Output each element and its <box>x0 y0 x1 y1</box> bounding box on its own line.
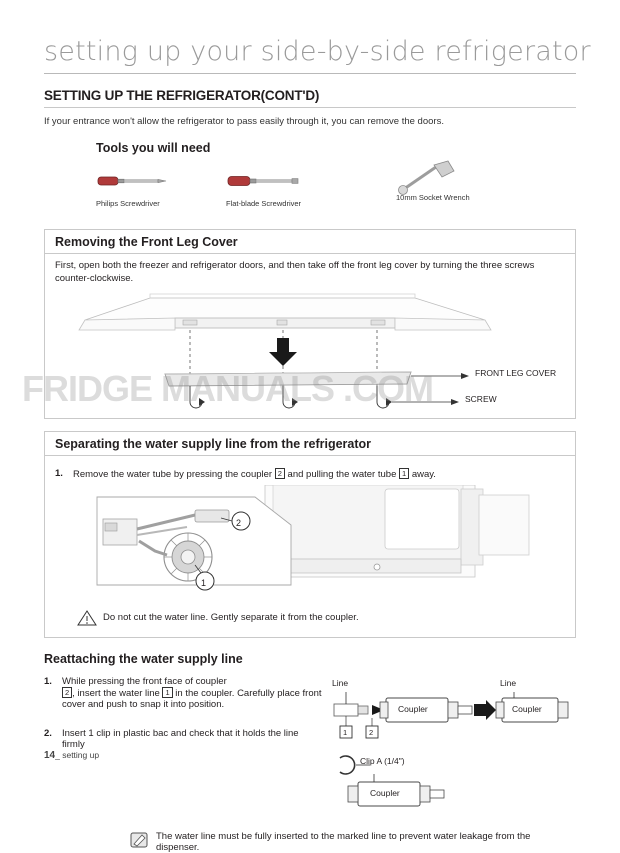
front-leg-cover-text: First, open both the freezer and refrigerator doors, and then take off the front leg cover by turning the three screws counter-clockwise. <box>55 260 535 284</box>
pencil-note-icon <box>130 831 150 852</box>
note-icon-svg <box>130 831 150 849</box>
separating-step-1 <box>55 468 565 482</box>
step-number: 1. <box>44 676 52 688</box>
label-screw: SCREW <box>465 393 497 404</box>
step-text-c: away. <box>411 468 436 480</box>
reattaching-section <box>44 652 576 853</box>
step-text-b: , insert the water line <box>72 688 160 700</box>
tool-caption: 10mm Socket Wrench <box>396 193 470 202</box>
note-row <box>130 831 576 853</box>
page-footer <box>44 750 99 761</box>
step-text-b: and pulling the water tube <box>287 468 397 480</box>
fig-badge-1: 1 <box>343 728 348 738</box>
step-text-a: While pressing the front face of coupler <box>62 676 227 688</box>
separating-diagram <box>55 485 565 605</box>
front-leg-cover-body <box>45 254 575 418</box>
callout-2: 2 <box>236 518 242 529</box>
label-line-left: Line <box>332 678 349 689</box>
step-text-a: Remove the water tube by pressing the coupler <box>73 468 273 480</box>
note-text: The water line must be fully inserted to the marked line to prevent water leakage from the dispenser. <box>156 831 531 853</box>
step-text <box>62 676 322 710</box>
badge-water-tube: 1 <box>399 468 409 479</box>
section-divider <box>44 107 576 108</box>
separating-body <box>45 456 575 638</box>
reattaching-steps <box>44 670 322 825</box>
coupler-diagram <box>322 670 572 820</box>
label-coupler-bottom: Coupler <box>370 788 400 799</box>
step-text <box>73 468 565 482</box>
step-number: 2. <box>44 728 52 740</box>
tools-heading: Tools you will need <box>96 141 211 155</box>
fig-badge-2: 2 <box>369 728 374 738</box>
flat-blade-screwdriver-icon <box>226 165 336 197</box>
footer-label: _ setting up <box>55 750 100 760</box>
reattaching-step-1 <box>44 676 322 710</box>
front-leg-cover-figure <box>55 290 565 410</box>
reattaching-content <box>44 670 576 825</box>
caution-text: Do not cut the water line. Gently separate it from the coupler. <box>103 612 359 624</box>
label-coupler-right: Coupler <box>512 704 542 715</box>
label-coupler-left: Coupler <box>398 704 428 715</box>
badge-water-line: 1 <box>162 687 172 698</box>
badge-coupler: 2 <box>275 468 285 479</box>
page-title: setting up your side-by-side refrigerator <box>44 0 576 74</box>
step-text: Insert 1 clip in plastic bac and check that it holds the line firmly <box>62 728 299 751</box>
label-line-right: Line <box>500 678 517 689</box>
label-clip-a: Clip A (1/4") <box>360 756 405 767</box>
reattaching-step-2 <box>44 728 322 750</box>
callout-1: 1 <box>201 578 207 589</box>
tools-row <box>96 159 576 217</box>
reattaching-title: Reattaching the water supply line <box>44 652 243 667</box>
step-text-c: in the coupler. Carefully place front cover and push to snap it into position. <box>62 688 322 711</box>
philips-screwdriver-icon <box>96 165 196 197</box>
section-heading: SETTING UP THE REFRIGERATOR(CONT'D) <box>44 88 320 103</box>
step-number: 1. <box>55 467 63 479</box>
badge-coupler: 2 <box>62 687 72 698</box>
label-front-leg-cover: FRONT LEG COVER <box>475 367 557 378</box>
reattaching-figures <box>322 670 576 825</box>
warning-icon <box>77 609 97 627</box>
front-leg-cover-title: Removing the Front Leg Cover <box>55 235 238 249</box>
caution-row <box>55 605 565 629</box>
watermark: FRIDGE MANUALS .COM <box>22 368 433 409</box>
separating-title: Separating the water supply line from the refrigerator <box>55 436 372 451</box>
tool-caption: Flat-blade Screwdriver <box>226 199 302 208</box>
separating-figure <box>55 485 565 605</box>
separating-section <box>44 431 576 639</box>
front-leg-cover-section <box>44 229 576 419</box>
tool-caption: Philips Screwdriver <box>96 199 160 208</box>
front-leg-cover-diagram <box>55 290 565 410</box>
page-number: 14 <box>44 750 56 761</box>
section-intro: If your entrance won't allow the refrigerator to pass easily through it, you can remove the doors. <box>44 116 444 127</box>
